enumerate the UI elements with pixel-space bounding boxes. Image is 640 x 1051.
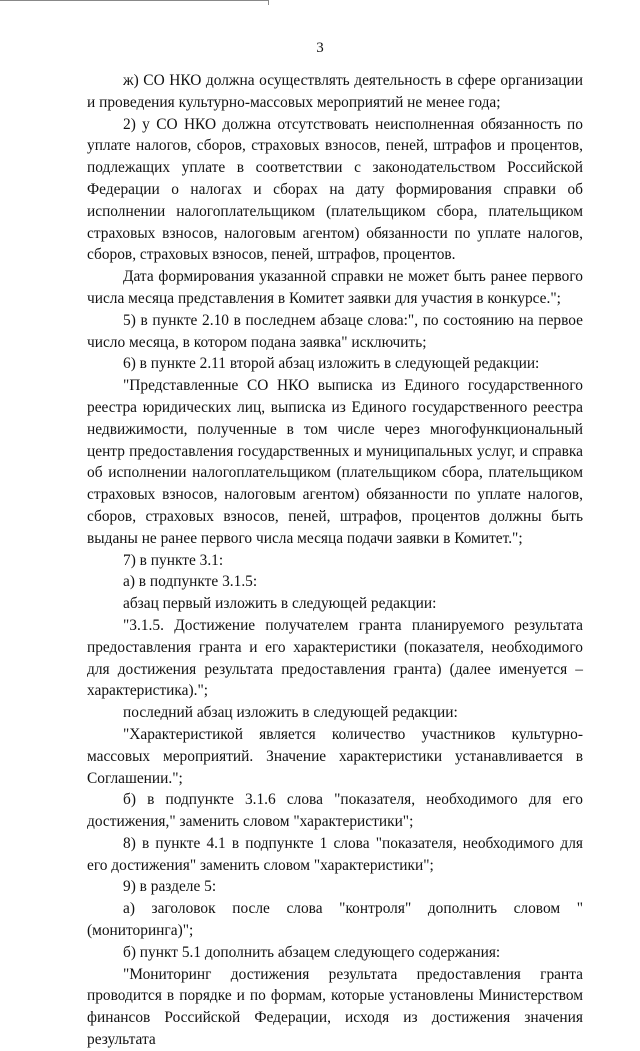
paragraph-6: 6) в пункте 2.11 второй абзац изложить в следующей редакции: <box>123 355 540 373</box>
paragraph-2: 2) у СО НКО должна отсутствовать неисполненная обязанность по уплате налогов, сборов, страховых взносов, пеней, штрафов и процентов, подлежащих уплате в соответствии с законодательством Российской Федерации о налогах и сборах на дату формирования справки об исполнении налогоплательщиком (плательщиком сбора, плательщиком страховых взносов, налоговым агентом) обязанности по уплате налогов, сборов, страховых взносов, пеней, штрафов, процентов. <box>87 115 583 264</box>
paragraph-characteristic-quote: "Характеристикой является количество участников культурно-массовых мероприятий. Значение характеристики устанавливается в Соглашении."; <box>87 725 583 787</box>
paragraph-3-1-5-quote: "3.1.5. Достижение получателем гранта планируемого результата предоставления гранта и его характеристики (показателя, необходимого для достижения результата предоставления гранта) (далее именуется – характеристика)."; <box>87 616 583 700</box>
paragraph-7a-last: последний абзац изложить в следующей редакции: <box>123 704 458 722</box>
paragraph-7a-first: абзац первый изложить в следующей редакции: <box>123 595 437 613</box>
paragraph-5: 5) в пункте 2.10 в последнем абзаце слова:", по состоянию на первое число месяца, в котором подана заявка" исключить; <box>87 311 583 351</box>
paragraph-9a: а) заголовок после слова "контроля" дополнить словом "(мониторинга)"; <box>87 900 583 940</box>
paragraph-monitoring-quote: "Мониторинг достижения результата предоставления гранта проводится в порядке и по формам, которые установлены Министерством финансов Российской Федерации, исходя из достижения значения результата <box>87 965 583 1049</box>
paragraph-6-quote: "Представленные СО НКО выписка из Единого государственного реестра юридических лиц, выписка из Единого государственного реестра недвижимости, полученные в том числе через многофункциональный центр предоставления государственных и муниципальных услуг, и справка об исполнении налогоплательщиком (плательщиком сбора, плательщиком страховых взносов, налоговым агентом) обязанности по уплате налогов, сборов, страховых взносов, пеней, штрафов, процентов должны быть выданы не ранее первого числа месяца подачи заявки в Комитет."; <box>87 377 583 547</box>
paragraph-date: Дата формирования указанной справки не может быть ранее первого числа месяца представления в Комитет заявки для участия в конкурсе."; <box>87 268 583 307</box>
document-body <box>87 70 583 1051</box>
paragraph-7: 7) в пункте 3.1: <box>123 551 224 569</box>
paragraph-9b: б) пункт 5.1 дополнить абзацем следующего содержания: <box>123 943 501 961</box>
paragraph-9: 9) в разделе 5: <box>123 878 217 896</box>
paragraph-8: 8) в пункте 4.1 в подпункте 1 слова "показателя, необходимого для его достижения" заменить словом "характеристики"; <box>87 834 583 874</box>
page-number: 3 <box>316 40 324 56</box>
paragraph-7a: а) в подпункте 3.1.5: <box>123 573 258 591</box>
paragraph-7b: б) в подпункте 3.1.6 слова "показателя, необходимого для его достижения," заменить словом "характеристики"; <box>87 791 583 831</box>
scan-corner-mark <box>0 0 269 5</box>
paragraph-zh: ж) СО НКО должна осуществлять деятельность в сфере организации и проведения культурно-массовых мероприятий не менее года; <box>87 72 583 111</box>
